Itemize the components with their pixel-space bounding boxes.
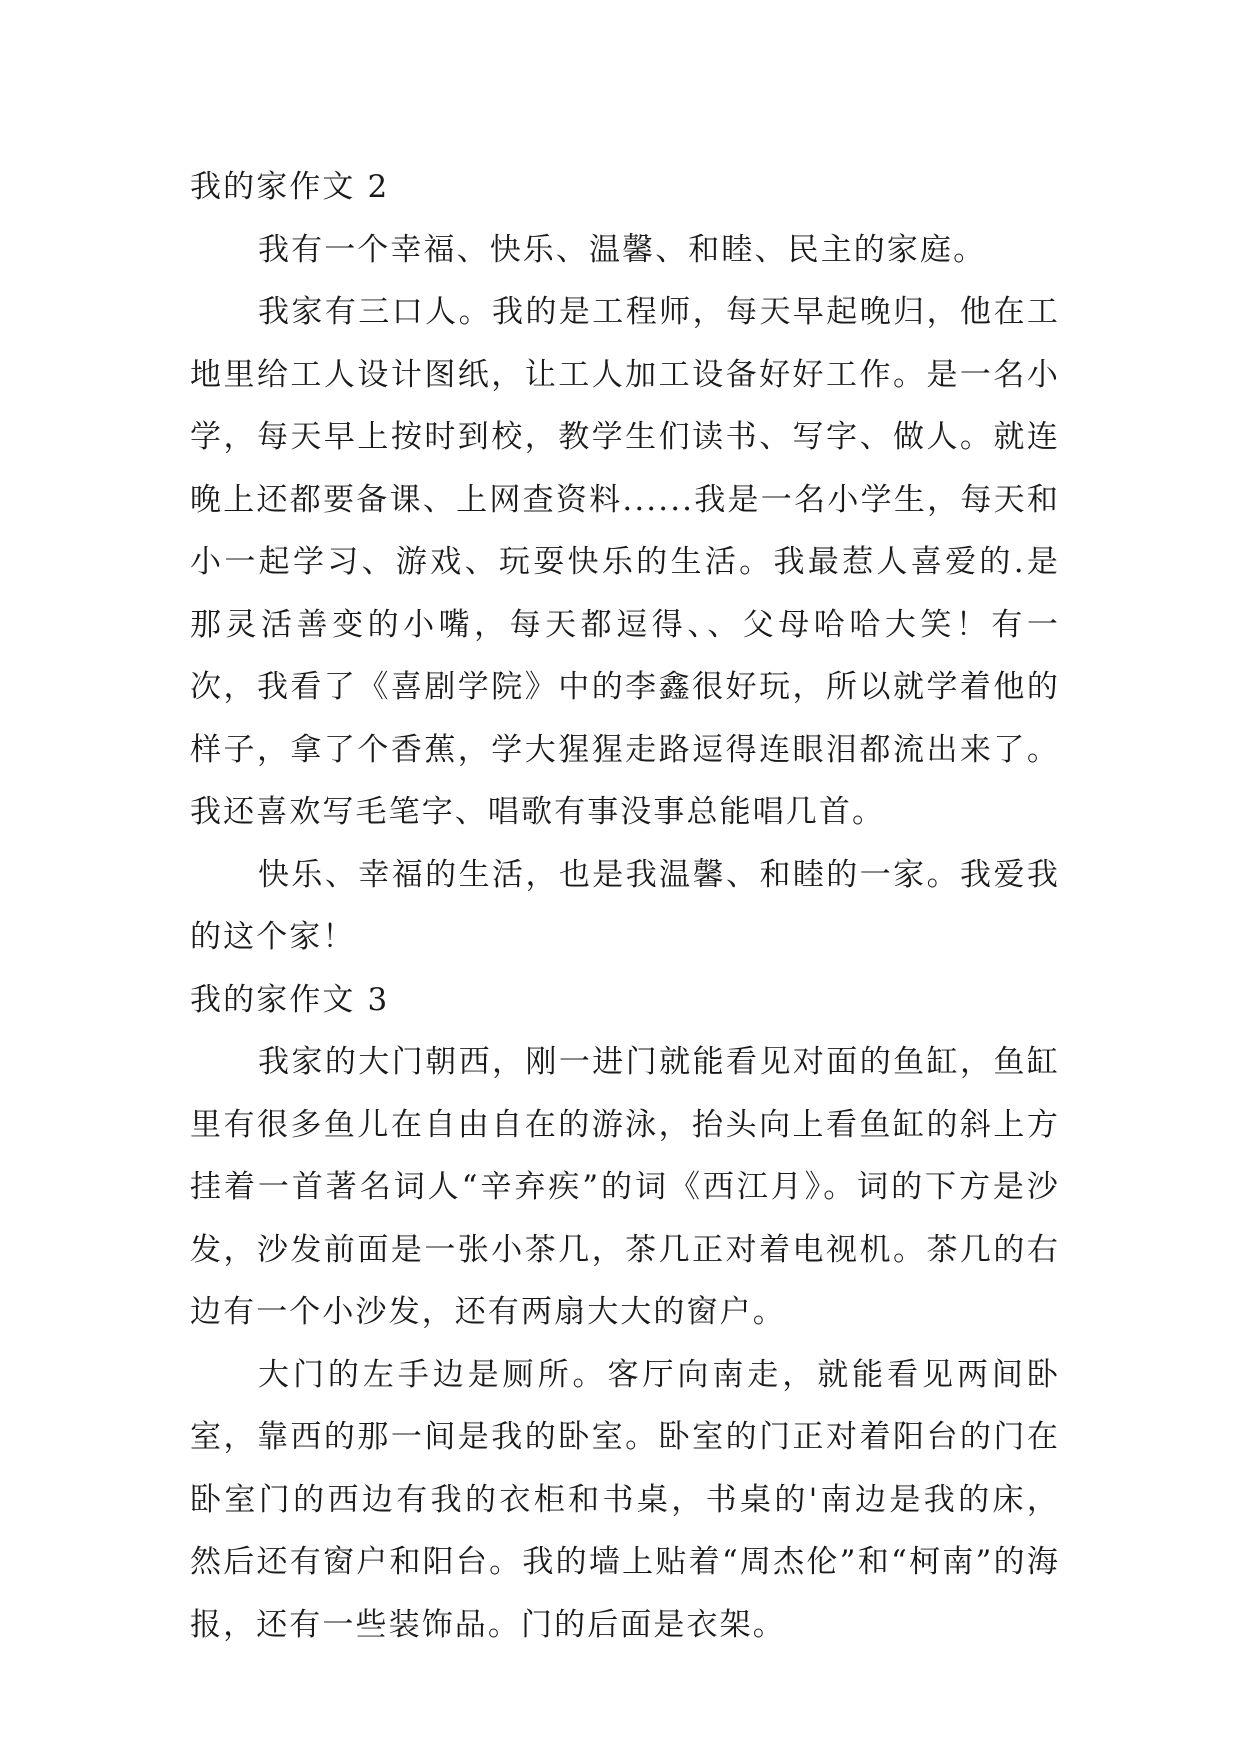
paragraph: 我家有三口人。我的是工程师，每天早起晚归，他在工地里给工人设计图纸，让工人加工设备好好工作。是一名小学，每天早上按时到校，教学生们读书、写字、做人。就连晚上还都要备课、上网查资料......我是一名小学生，每天和小一起学习、游戏、玩耍快乐的生活。我最惹人喜爱的.是那灵活善变的小嘴，每天都逗得、、父母哈哈大笑！有一次，我看了《喜剧学院》中的李鑫很好玩，所以就学着他的样子，拿了个香蕉，学大猩猩走路逗得连眼泪都流出来了。我还喜欢写毛笔字、唱歌有事没事总能唱几首。 [190, 294, 1060, 830]
paragraph: 我有一个幸福、快乐、温馨、和睦、民主的家庭。 [258, 231, 987, 268]
paragraph: 大门的左手边是厕所。客厅向南走，就能看见两间卧室，靠西的那一间是我的卧室。卧室的门正对着阳台的门在卧室门的西边有我的衣柜和书桌，书桌的'南边是我的床，然后还有窗户和阳台。我的墙上贴着“周杰伦”和“柯南”的海报，还有一些装饰品。门的后面是衣架。 [190, 1356, 1060, 1643]
essay-section-2 [190, 156, 1060, 969]
section-title: 我的家作文 2 [190, 169, 390, 205]
paragraph: 我家的大门朝西，刚一进门就能看见对面的鱼缸，鱼缸里有很多鱼儿在自由自在的游泳，抬头向上看鱼缸的斜上方挂着一首著名词人“辛弃疾”的词《西江月》。词的下方是沙发，沙发前面是一张小茶几，茶几正对着电视机。茶几的右边有一个小沙发，还有两扇大大的窗户。 [190, 1044, 1060, 1330]
section-title: 我的家作文 3 [190, 981, 390, 1018]
document-page [190, 156, 1060, 1656]
paragraph: 快乐、幸福的生活，也是我温馨、和睦的一家。我爱我的这个家！ [190, 856, 1060, 955]
essay-section-3 [190, 969, 1060, 1657]
